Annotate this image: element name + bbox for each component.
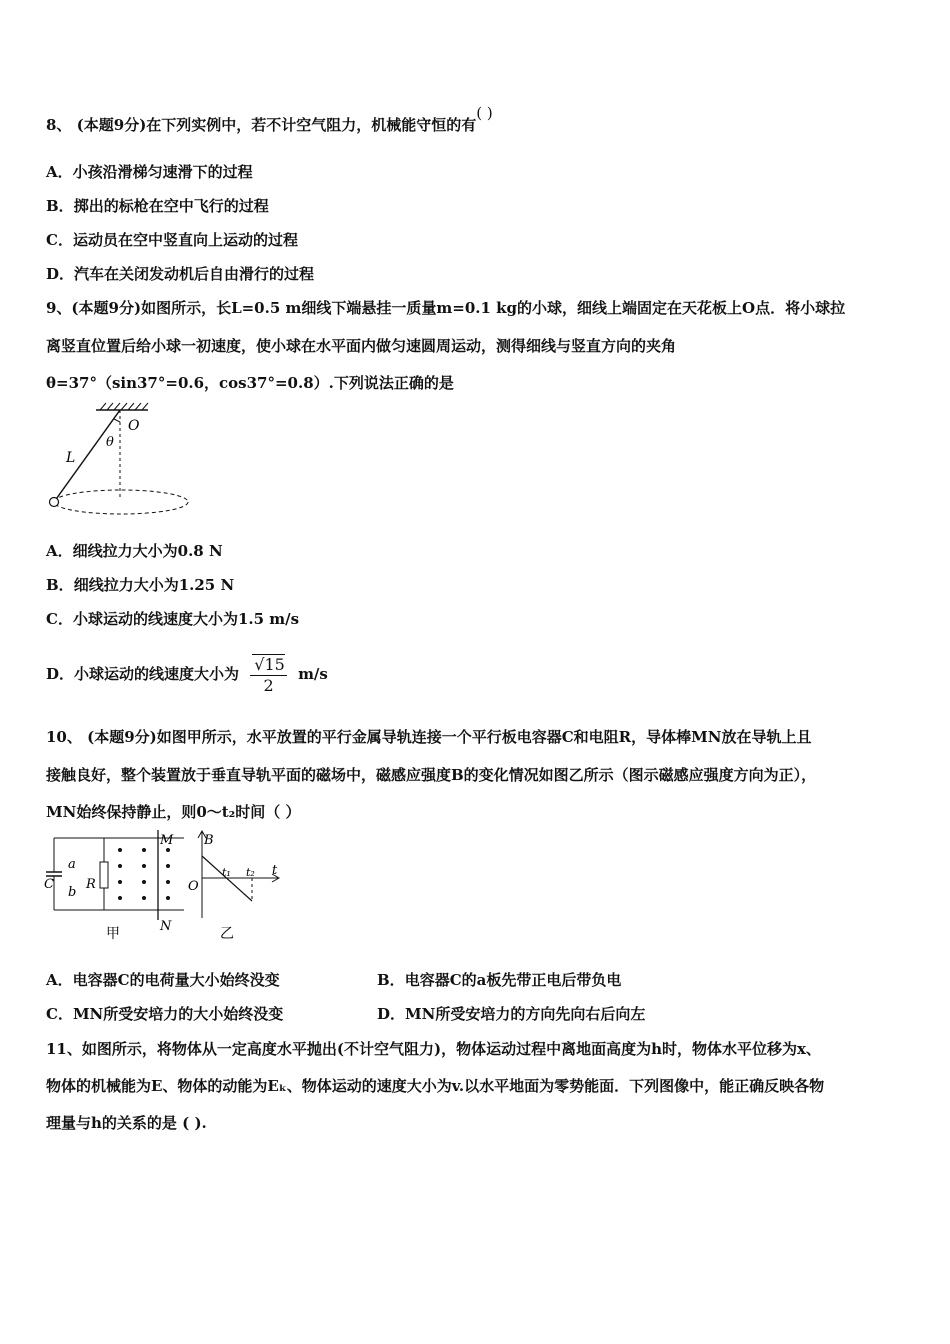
- q10-figure-yi: [186, 828, 286, 943]
- q10-option-a: A．电容器C的电荷量大小始终没变: [46, 971, 280, 989]
- q9-label-O: O: [128, 418, 140, 434]
- q10-stem-line1: 10、 (本题9分)如图甲所示，水平放置的平行金属导轨连接一个平行板电容器C和电阻R，导体棒MN放在导轨上且: [46, 728, 812, 746]
- q10-figure-jia: [44, 828, 189, 943]
- q9-option-d: D．小球运动的线速度大小为 $\frac{√15}{2}$ m/s: [46, 654, 328, 695]
- q8-option-a: A．小孩沿滑梯匀速滑下的过程: [46, 163, 253, 181]
- q10-label-M: M: [160, 833, 174, 848]
- q9-pendulum-figure: [40, 400, 200, 525]
- q9-label-L: L: [66, 450, 76, 466]
- q9-stem-line1: 9、(本题9分)如图所示，长L=0.5 m细线下端悬挂一质量m=0.1 kg的小球，细线上端固定在天花板上O点．将小球拉: [46, 299, 846, 317]
- q10-label-t1: t₁: [222, 866, 231, 879]
- q10-option-d: D．MN所受安培力的方向先向右后向左: [377, 1005, 646, 1023]
- q11-stem-line1: 11、如图所示，将物体从一定高度水平抛出(不计空气阻力)，物体运动过程中离地面高度为h时，物体水平位移为x、: [46, 1040, 821, 1058]
- q8-option-c: C．运动员在空中竖直向上运动的过程: [46, 231, 298, 249]
- q10-option-b: B．电容器C的a板先带正电后带负电: [377, 971, 622, 989]
- q9-option-a: A．细线拉力大小为0.8 N: [46, 542, 223, 560]
- q8-answer-paren: ( ): [476, 104, 493, 122]
- q9-option-d-fraction: $\frac{√15}{2}$: [250, 655, 287, 696]
- q10-option-c: C．MN所受安培力的大小始终没变: [46, 1005, 284, 1023]
- q8-stem: [46, 104, 493, 135]
- q8-option-d: D．汽车在关闭发动机后自由滑行的过程: [46, 265, 315, 283]
- q9-stem-line2: 离竖直位置后给小球一初速度，使小球在水平面内做匀速圆周运动，测得细线与竖直方向的夹角: [46, 337, 677, 355]
- q11-stem-line2: 物体的机械能为E、物体的动能为Eₖ、物体运动的速度大小为v.以水平地面为零势能面．下列图像中，能正确反映各物: [46, 1077, 825, 1095]
- q10-label-t2: t₂: [246, 866, 255, 879]
- q10-label-a: a: [68, 857, 76, 872]
- q9-option-c: C．小球运动的线速度大小为1.5 m/s: [46, 610, 300, 628]
- q10-label-t: t: [272, 863, 278, 878]
- q10-label-C: C: [44, 877, 54, 892]
- q10-label-N: N: [160, 919, 172, 934]
- q9-stem-line3: θ=37°（sin37°=0.6，cos37°=0.8）.下列说法正确的是: [46, 374, 454, 392]
- q8-option-b: B．掷出的标枪在空中飞行的过程: [46, 197, 269, 215]
- q10-label-R: R: [86, 877, 96, 892]
- q10-label-b: b: [68, 885, 77, 900]
- q10-caption-yi: 乙: [220, 926, 234, 942]
- q10-caption-jia: 甲: [106, 926, 120, 942]
- q10-label-B: B: [204, 833, 214, 848]
- q10-label-O: O: [188, 879, 199, 894]
- q10-stem-line2: 接触良好，整个装置放于垂直导轨平面的磁场中，磁感应强度B的变化情况如图乙所示（图示磁感应强度方向为正），: [46, 766, 817, 784]
- q11-stem-line3: 理量与h的关系的是 ( ).: [46, 1114, 207, 1132]
- q9-label-theta: θ: [106, 435, 114, 450]
- q8-stem-text: 8、 (本题9分)在下列实例中，若不计空气阻力，机械能守恒的有: [46, 116, 477, 134]
- q9-option-b: B．细线拉力大小为1.25 N: [46, 576, 235, 594]
- q10-stem-line3: MN始终保持静止，则0～t₂时间（ ）: [46, 803, 301, 821]
